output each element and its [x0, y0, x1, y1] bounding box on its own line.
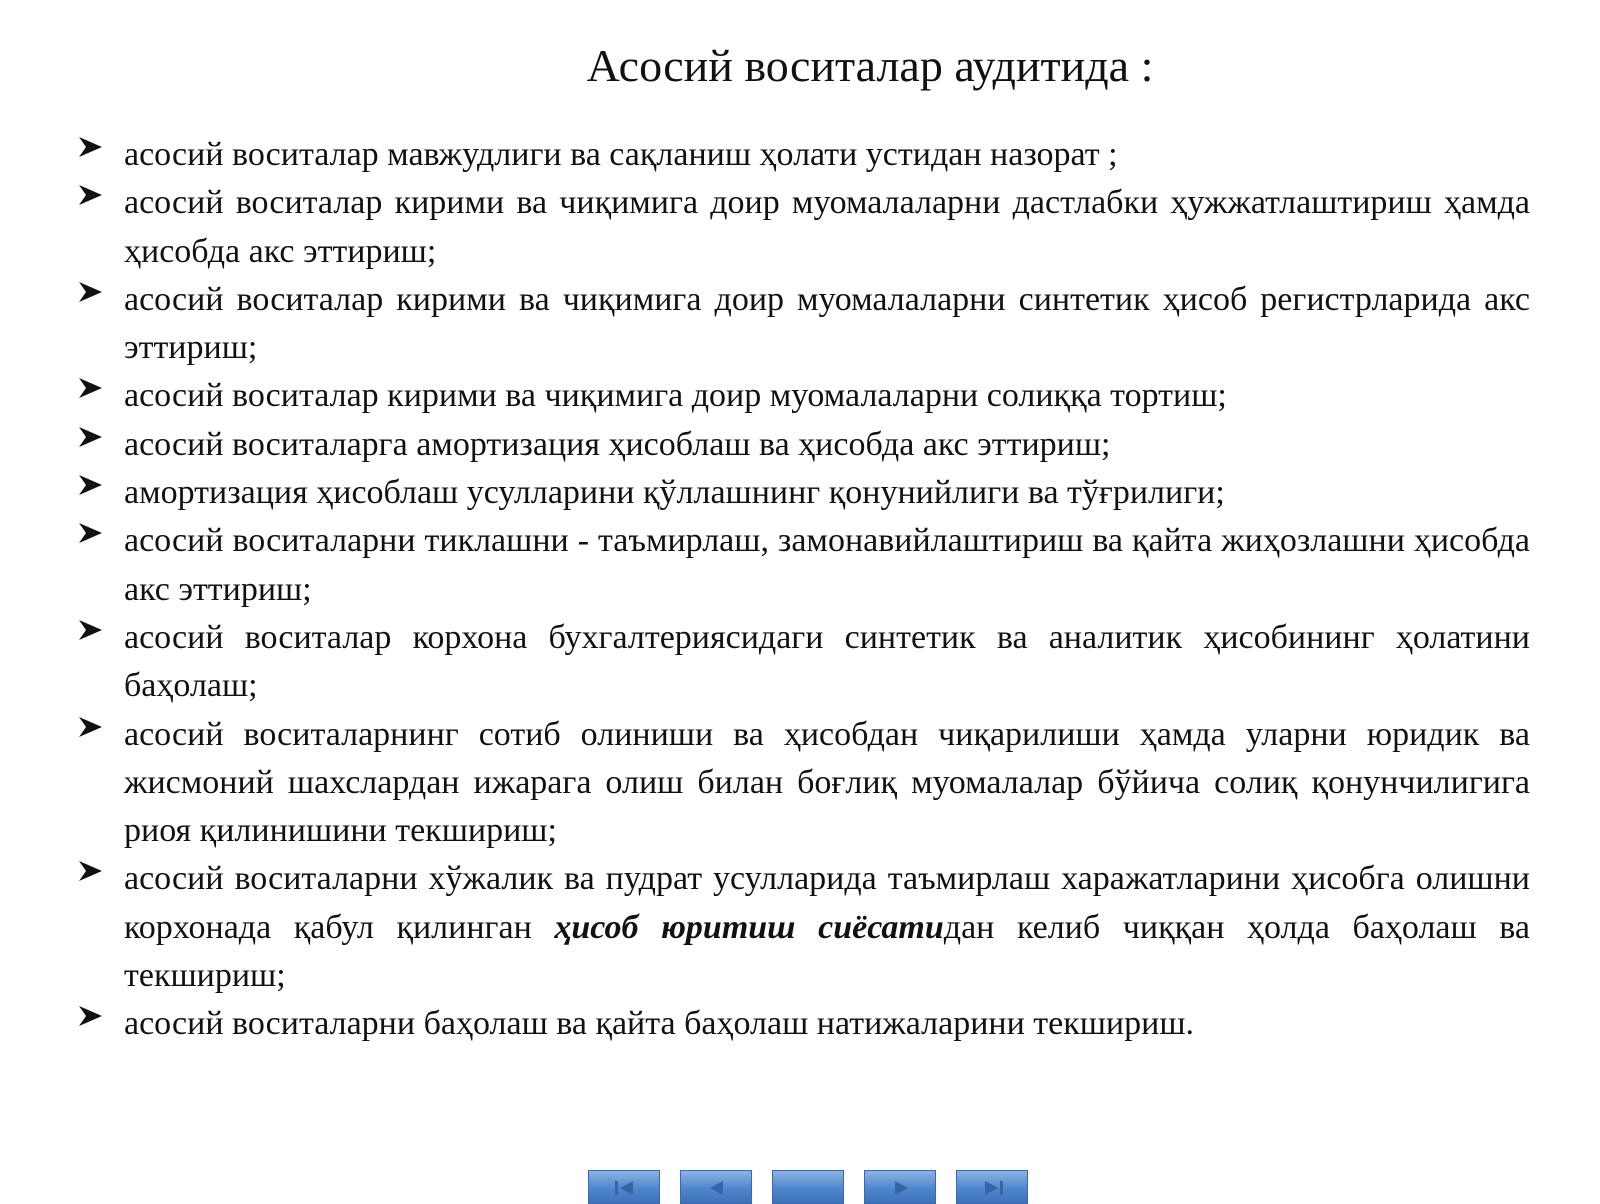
list-item: [76, 1000, 1530, 1048]
list-item: [76, 469, 1530, 517]
arrowhead-bullet-icon: [76, 855, 106, 899]
list-item-text: асосий воситаларнинг сотиб олиниши ва ҳисобдан чиқарилиши ҳамда уларни юридик ва жисмоний шахслардан ижарага олиш билан боғлиқ муомалалар бўйича солиқ қонунчилигига риоя қилинишини текшириш;: [124, 715, 1530, 850]
list-item: [76, 614, 1530, 711]
list-item: [76, 179, 1530, 276]
list-item-text: асосий воситалар кирими ва чиқимига доир муомалаларни солиққа тортиш;: [124, 377, 1227, 415]
list-item-text: асосий воситалар корхона бухгалтериясидаги синтетик ва аналитик ҳисобининг ҳолатини баҳолаш;: [124, 618, 1530, 705]
arrowhead-bullet-icon: [76, 372, 106, 416]
arrowhead-bullet-icon: [76, 179, 106, 223]
last-slide-button[interactable]: [956, 1170, 1028, 1204]
slide-navigation-bar: [588, 1170, 1040, 1204]
home-slide-button[interactable]: [772, 1170, 844, 1204]
bullet-list: [76, 131, 1530, 1049]
list-item-text: асосий воситалар кирими ва чиқимига доир муомалаларни дастлабки ҳужжатлаштириш ҳамда ҳисобда акс эттириш;: [124, 184, 1530, 270]
previous-slide-button[interactable]: [680, 1170, 752, 1204]
list-item: [76, 855, 1530, 1000]
arrowhead-bullet-icon: [76, 711, 106, 755]
arrowhead-bullet-icon: [76, 469, 106, 513]
list-item-text: асосий воситалар мавжудлиги ва сақланиш ҳолати устидан назорат ;: [124, 136, 1118, 173]
arrow-left-icon: [703, 1177, 731, 1199]
list-item-text-part: дан келиб чиққан ҳолда баҳолаш ва текшириш;: [124, 908, 1530, 995]
list-item-text: асосий воситаларга амортизация ҳисоблаш ва ҳисобда акс эттириш;: [124, 425, 1111, 463]
arrow-right-icon: [887, 1177, 915, 1199]
slide-title: Асосий воситалар аудитида :: [586, 40, 1154, 91]
accounting-policy-emphasis: ҳисоб юритиш сиёсати: [554, 908, 944, 946]
skip-to-end-icon: [979, 1177, 1007, 1199]
arrowhead-bullet-icon: [76, 276, 106, 320]
list-item: [76, 517, 1530, 614]
list-item-text: асосий воситаларни тиклашни - таъмирлаш, замонавийлаштириш ва қайта жиҳозлашни ҳисобда акс эттириш;: [124, 522, 1530, 608]
next-slide-button[interactable]: [864, 1170, 936, 1204]
list-item: [76, 421, 1530, 469]
list-item: [76, 276, 1530, 373]
list-item: [76, 131, 1530, 179]
list-item-text: асосий воситаларни баҳолаш ва қайта баҳолаш натижаларини текшириш.: [124, 1005, 1195, 1043]
list-item-text: амортизация ҳисоблаш усулларини қўллашнинг қонунийлиги ва тўғрилиги;: [124, 474, 1225, 512]
arrowhead-bullet-icon: [76, 421, 106, 465]
list-item-text-part: асосий воситаларни хўжалик ва пудрат усулларида таъмирлаш харажатларини ҳисобга олишни корхонада қабул қилинган: [124, 860, 1530, 946]
arrowhead-bullet-icon: [76, 614, 106, 658]
list-item: [76, 711, 1530, 856]
arrowhead-bullet-icon: [76, 131, 106, 175]
list-item: [76, 372, 1530, 420]
arrowhead-bullet-icon: [76, 517, 106, 561]
skip-to-start-icon: [611, 1177, 639, 1199]
list-item-text: [124, 860, 1530, 994]
list-item-text: асосий воситалар кирими ва чиқимига доир муомалаларни синтетик ҳисоб регистрларида акс эттириш;: [124, 280, 1530, 367]
first-slide-button[interactable]: [588, 1170, 660, 1204]
arrowhead-bullet-icon: [76, 1000, 106, 1044]
